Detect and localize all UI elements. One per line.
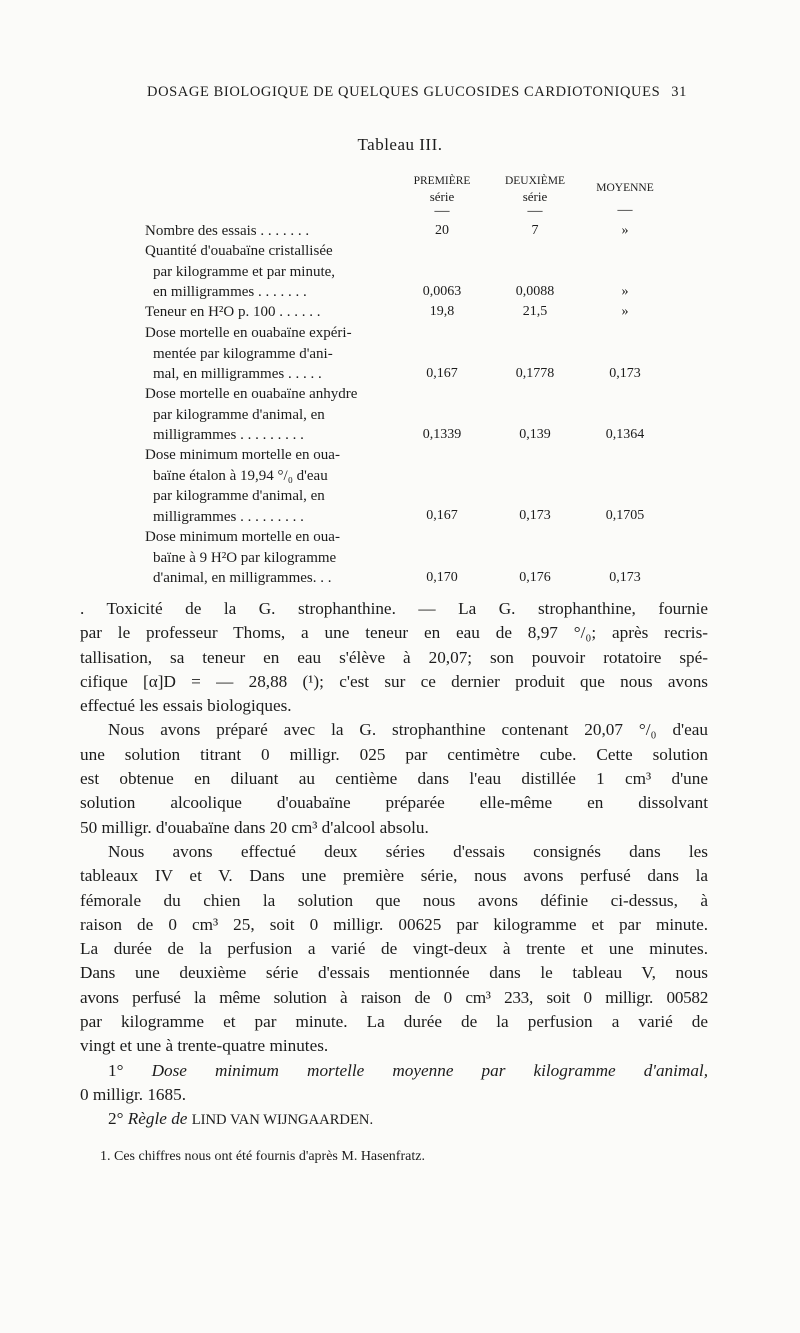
table-cell: 0,1778 <box>515 366 555 381</box>
table-cell: 0,173 <box>609 570 641 585</box>
list-item-1: 1° Dose minimum mortelle moyenne par kilogramme d'animal, <box>108 1060 709 1080</box>
paragraph-line: avons perfusé la même solution à raison de 0 cm³ 233, soit 0 milligr. 00582 <box>80 987 708 1007</box>
paragraph-line: Nous avons effectué deux séries d'essais consignés dans les <box>108 841 708 861</box>
paragraph-line: cifique [α]D = — 28,88 (¹); c'est sur ce dernier produit que nous avons <box>80 671 708 691</box>
paragraph-line: solution alcoolique d'ouabaïne préparée elle-même en dissolvant <box>80 793 708 813</box>
table-cell: 0,167 <box>426 366 458 381</box>
page-number: 31 <box>671 84 687 100</box>
table-cell: » <box>621 223 629 238</box>
table-cell: » <box>621 284 629 299</box>
table-cell: 19,8 <box>429 304 455 319</box>
column-header-first: PREMIÈRE série — <box>413 175 471 219</box>
table-cell: 0,173 <box>519 508 551 523</box>
body-text <box>80 597 708 1133</box>
running-title: DOSAGE BIOLOGIQUE DE QUELQUES GLUCOSIDES CARDIOTONIQUES <box>147 84 661 100</box>
table-row-label: Nombre des essais . . . . . . . <box>145 223 310 239</box>
paragraph-line: tableaux IV et V. Dans une première série, nous avons perfusé dans la <box>80 866 708 886</box>
table-cell: 20 <box>435 223 449 238</box>
footnote: 1. Ces chiffres nous ont été fournis d'après M. Hasenfratz. <box>100 1149 425 1164</box>
paragraph-line: Nous avons préparé avec la G. strophanthine contenant 20,07 °/₀ d'eau <box>108 720 708 740</box>
table-row-label: Quantité d'ouabaïne cristallisée par kilogramme et par minute, en milligrammes . . . . . . . <box>145 243 336 300</box>
table-row-label: Dose mortelle en ouabaïne expéri- mentée par kilogramme d'ani- mal, en milligrammes . . . . . <box>145 325 352 382</box>
table-cell: 0,139 <box>519 427 551 442</box>
table-cell: 0,176 <box>519 570 551 585</box>
table-row-label: Dose minimum mortelle en oua- baïne étalon à 19,94 °/₀ d'eau par kilogramme d'animal, en milligrammes . . . . . . . . . <box>145 447 340 525</box>
paragraph-line: 50 milligr. d'ouabaïne dans 20 cm³ d'alcool absolu. <box>80 817 429 837</box>
column-header-second: DEUXIÈME série — <box>504 175 566 219</box>
paragraph-line: par kilogramme et par minute. La durée de la perfusion a varié de <box>80 1012 708 1032</box>
paragraph-line: . Toxicité de la G. strophanthine. — La G. strophanthine, fournie <box>80 599 708 618</box>
paragraph-line: tallisation, sa teneur en eau s'élève à 20,07; son pouvoir rotatoire spé- <box>80 647 708 667</box>
list-item-2: 2° Règle de LIND VAN WIJNGAARDEN. <box>108 1109 374 1129</box>
table-cell: 0,167 <box>426 508 458 523</box>
paragraph-line: fémorale du chien la solution que nous avons définie ci-dessus, à <box>80 890 708 910</box>
table-cell: 0,173 <box>609 366 641 381</box>
paragraph-line: Dans une deuxième série d'essais mentionnée dans le tableau V, nous <box>80 963 708 983</box>
paragraph-line: par le professeur Thoms, a une teneur en eau de 8,97 °/₀; après recris- <box>80 623 708 643</box>
running-header <box>147 84 687 101</box>
table-cell: 0,170 <box>426 570 458 585</box>
table-cell: 0,0088 <box>515 284 555 299</box>
table-title: Tableau III. <box>357 135 443 154</box>
table-cell: 0,1364 <box>605 427 645 442</box>
table-row-label: Dose mortelle en ouabaïne anhydre par kilogramme d'animal, en milligrammes . . . . . . . . . <box>145 386 358 443</box>
paragraph-line: effectué les essais biologiques. <box>80 696 292 716</box>
paragraph-line: vingt et une à trente-quatre minutes. <box>80 1036 329 1056</box>
table-cell: 21,5 <box>522 304 548 319</box>
table-cell: 0,0063 <box>422 284 462 299</box>
column-header-average: MOYENNE — <box>596 182 654 218</box>
list-item-1-value: 0 milligr. 1685. <box>80 1084 186 1104</box>
table-cell: 7 <box>531 223 539 238</box>
table-cell: 0,1705 <box>605 508 645 523</box>
paragraph-line: La durée de la perfusion a varié de vingt-deux à trente et une minutes. <box>80 939 708 959</box>
paragraph-line: raison de 0 cm³ 25, soit 0 milligr. 00625 par kilogramme et par minute. <box>80 914 708 934</box>
paragraph-line: une solution titrant 0 milligr. 025 par centimètre cube. Cette solution <box>80 744 708 764</box>
table-cell: » <box>621 304 629 319</box>
table-row-label: Dose minimum mortelle en oua- baïne à 9 H²O par kilogramme d'animal, en milligrammes. . . <box>145 529 340 586</box>
table-cell: 0,1339 <box>422 427 462 442</box>
table-row-label: Teneur en H²O p. 100 . . . . . . <box>145 304 321 320</box>
paragraph-line: est obtenue en diluant au centième dans l'eau distillée 1 cm³ d'une <box>80 769 708 789</box>
